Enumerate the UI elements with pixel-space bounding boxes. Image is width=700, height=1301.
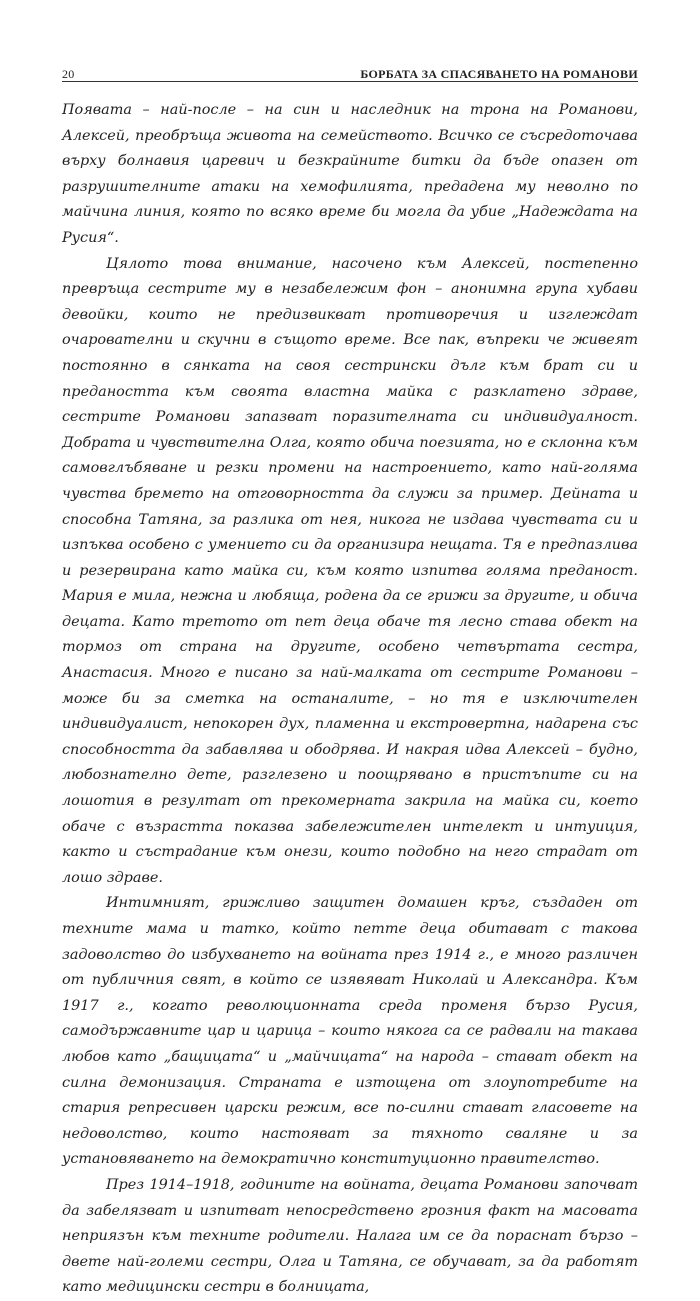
running-title: БОРБАТА ЗА СПАСЯВАНЕТО НА РОМАНОВИ [360, 67, 638, 81]
paragraph-1: Появата – най-после – на син и наследник на трона на Романови, Алексей, преобръща живота на семейството. Всичко се съсредоточава върху болнавия царевич и безкрайните битки да бъде опазен от разрушителните атаки на хемофилията, предадена му неволно по майчина линия, която по всяко време би могла да убие „Надеждата на Русия“. [62, 102, 638, 246]
paragraph-2: Цялото това внимание, насочено към Алексей, постепенно превръща сестрите му в незабележим фон – анонимна група хубави девойки, които не предизвикват противоречия и изглеждат очарователни и скучни в същото време. Все пак, въпреки че живеят постоянно в сянката на своя сестрински дълг към брат си и предаността към своята властна майка с разклатено здраве, сестрите Романови запазват поразителната си индивидуалност. Добрата и чувствителна Олга, която обича поезията, но е склонна към самовглъбяване и резки промени на настроението, като най-голяма чувства бремето на отговорността да служи за пример. Дейната и способна Татяна, за разлика от нея, никога не издава чувствата си и изпъква особено с умението си да организира нещата. Тя е предпазлива и резервирана като майка си, към която изпитва голяма преданост. Мария е мила, нежна и любяща, родена да се грижи за другите, и обича децата. Като третото от пет деца обаче тя лесно става обект на тормоз от страна на другите, особено четвъртата сестра, Анастасия. Много е писано за най-малката от сестрите Романови – може би за сметка на останалите, – но тя е изключителен индивидуалист, непокорен дух, пламенна и екстровертна, надарена със способността да забавлява и ободрява. И накрая идва Алексей – будно, любознателно дете, разглезено и поощрявано в пристъпите си на лошотия в резултат от прекомерната закрила на майка си, което обаче с възрастта показва забележителен интелект и интуиция, както и състрадание към онези, които подобно на него страдат от лошо здраве. [62, 255, 638, 886]
body-text [62, 98, 638, 1301]
paragraph-4: През 1914–1918, годините на войната, децата Романови започват да забелязват и изпитват непосредствено грозния факт на масовата неприязън към техните родители. Налага им се да пораснат бързо – двете най-големи сестри, Олга и Татяна, се обучават, за да работят като медицински сестри в болницата, [62, 1176, 638, 1296]
running-header [62, 62, 638, 80]
page-number: 20 [62, 67, 75, 81]
header-rule [62, 81, 638, 82]
paragraph-3: Интимният, грижливо защитен домашен кръг, създаден от техните мама и татко, който петте деца обитават с такова задоволство до избухването на войната през 1914 г., е много различен от публичния свят, в който се изявяват Николай и Александра. Към 1917 г., когато революционната среда променя бързо Русия, самодържавните цар и царица – които някога са се радвали на такава любов като „бащицата“ и „майчицата“ на народа – стават обект на силна демонизация. Страната е изтощена от злоупотребите на стария репресивен царски режим, все по-силни стават гласовете на недоволство, които настояват за тяхното сваляне и за установяването на демократично конституционно правителство. [62, 895, 638, 1168]
